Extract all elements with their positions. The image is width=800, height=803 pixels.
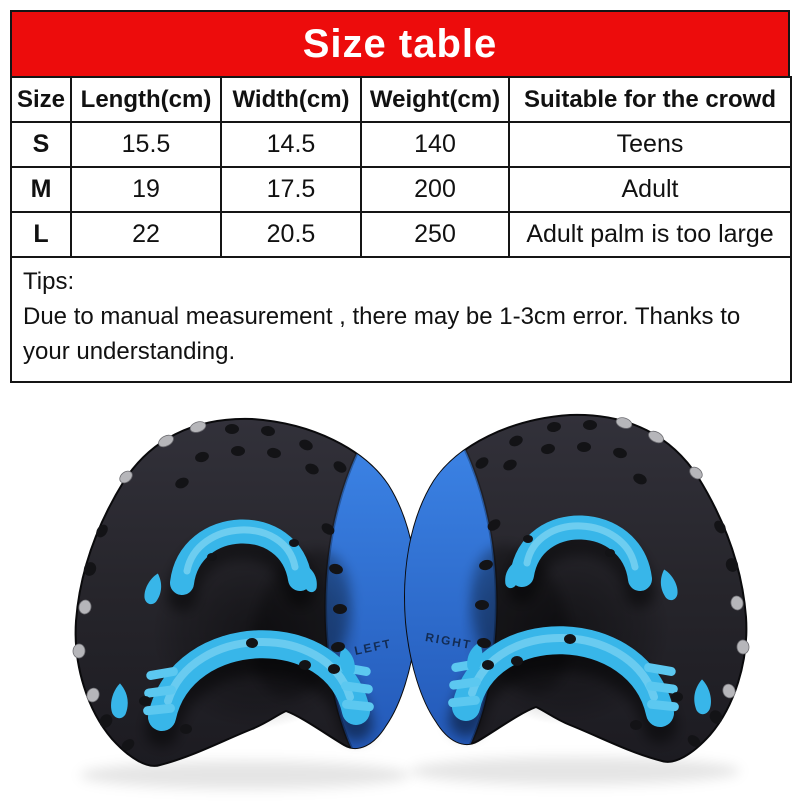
tips-label: Tips: [23,268,75,295]
cell-weight: 140 [361,122,509,167]
size-table [10,76,792,258]
left-paddle-shadow [80,761,410,789]
cell-width: 17.5 [221,167,361,212]
info-content [0,0,800,383]
tips-box [10,258,792,383]
paddles-illustration [0,383,800,803]
right-paddle-label: RIGHT [424,630,474,653]
cell-weight: 200 [361,167,509,212]
left-paddle-label: LEFT [353,636,394,658]
cell-length: 19 [71,167,221,212]
cell-length: 22 [71,212,221,257]
cell-width: 14.5 [221,122,361,167]
cell-width: 20.5 [221,212,361,257]
cell-suitable: Adult [509,167,791,212]
table-row-m [11,167,791,212]
cell-weight: 250 [361,212,509,257]
col-header-weight: Weight(cm) [361,77,509,122]
cell-size: M [11,167,71,212]
col-header-length: Length(cm) [71,77,221,122]
right-paddle-shadow [410,757,740,785]
cell-suitable: Adult palm is too large [509,212,791,257]
cell-length: 15.5 [71,122,221,167]
col-header-width: Width(cm) [221,77,361,122]
left-paddle [73,419,434,766]
size-table-header-row [11,77,791,122]
size-table-banner [10,10,790,76]
tips-text: Due to manual measurement , there may be 1-3cm error. Thanks to your understanding. [23,303,741,365]
cell-size: L [11,212,71,257]
table-row-l [11,212,791,257]
cell-size: S [11,122,71,167]
cell-suitable: Teens [509,122,791,167]
table-row-s [11,122,791,167]
product-photo [0,383,800,803]
col-header-suitable: Suitable for the crowd [509,77,791,122]
col-header-size: Size [11,77,71,122]
banner-title: Size table [302,21,498,66]
right-paddle [388,415,749,762]
